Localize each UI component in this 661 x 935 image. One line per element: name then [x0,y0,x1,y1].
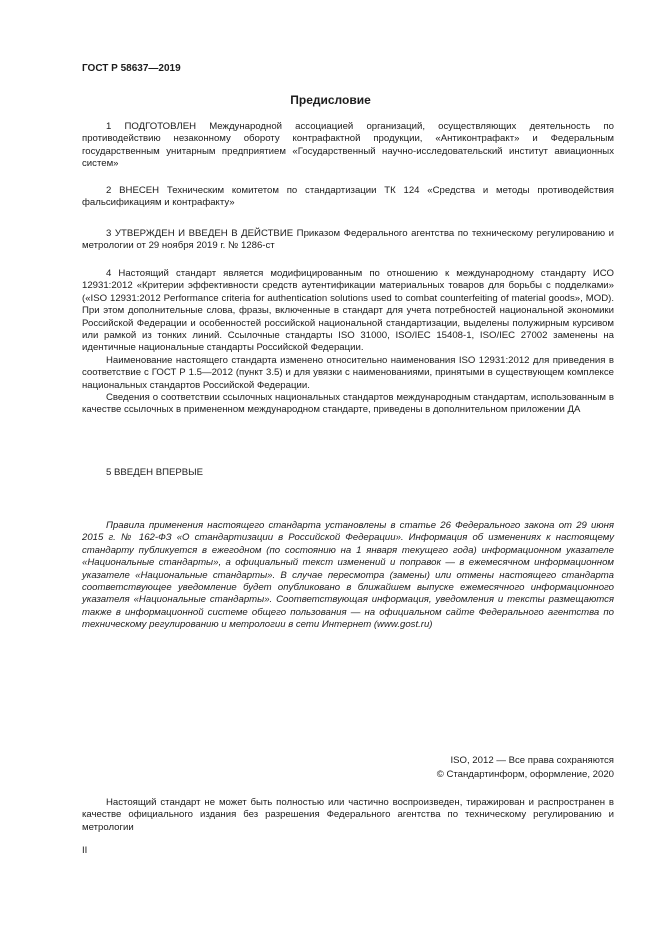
copyright-block [437,754,614,782]
standartinform-copyright: © Стандартинформ, оформление, 2020 [436,769,614,780]
section-2 [82,185,614,210]
page-number: II [82,845,88,856]
section-4-paragraph-2: Наименование настоящего стандарта изменено относительно наименования ISO 12931:2012 для приведения в соответствие с ГОСТ Р 1.5—2012 (пункт 3.5) и для увязки с наименованиями, принятыми в существующем комплексе национальных стандартов Российской Федерации. [82,354,614,391]
reproduction-note [82,797,614,834]
section-4-paragraph-1: 4 Настоящий стандарт является модифицированным по отношению к международному стандарту ИСО 12931:2012 «Критерии эффективности средств аутентификации материальных товаров для борьбы с подделками» («ISO 12931:2012 Performance criteria for authentication solutions used to combat counterfeiting of material goods», MOD). При этом дополнительные слова, фразы, включенные в стандарт для учета потребностей национальной экономики Российской Федерации и особенностей российской национальной стандартизации, выделены полужирным курсивом или рамкой из тонких линий. Ссылочные стандарты ISO 31000, ISO/IEC 15408-1, ISO/IEC 27002 заменены на идентичные национальные стандарты Российской Федерации. [82,268,614,354]
reproduction-note-text: Настоящий стандарт не может быть полностью или частично воспроизведен, тиражирован и распространен в качестве официального издания без разрешения Федерального агентства по техническому регулированию и метрологии [82,797,614,833]
section-1-text: 1 ПОДГОТОВЛЕН Международной ассоциацией организаций, осуществляющих деятельность по противодействию незаконному обороту контрафактной продукции, «Антиконтрафакт» и Федеральным государственным унитарным предприятием «Государственный научно-исследовательский институт авиационных систем» [82,121,614,170]
section-4-paragraph-3: Сведения о соответствии ссылочных национальных стандартов международным стандартам, использованным в качестве ссылочных в примененном международном стандарте, приведены в дополнительном приложении ДА [82,392,614,416]
iso-copyright: ISO, 2012 — Все права сохраняются [450,755,614,766]
section-2-text: 2 ВНЕСЕН Техническим комитетом по стандартизации ТК 124 «Средства и методы противодействия фальсификациям и контрафакту» [82,185,614,209]
document-id-header: ГОСТ Р 58637—2019 [82,63,181,74]
section-1 [82,121,614,171]
section-4 [82,268,614,417]
page-title: Предисловие [290,93,371,107]
section-5-text: 5 ВВЕДЕН ВПЕРВЫЕ [106,467,204,478]
rules-note [82,520,614,632]
section-3 [82,228,614,253]
section-3-text: 3 УТВЕРЖДЕН И ВВЕДЕН В ДЕЙСТВИЕ Приказом Федерального агентства по техническому регулированию и метрологии от 29 ноября 2019 г. № 1286-ст [82,228,614,252]
section-5 [82,467,614,479]
rules-note-text: Правила применения настоящего стандарта установлены в статье 26 Федерального закона от 29 июня 2015 г. № 162-ФЗ «О стандартизации в Российской Федерации». Информация об изменениях к настоящему стандарту публикуется в ежегодном (по состоянию на 1 января текущего года) информационном указателе «Национальные стандарты», а официальный текст изменений и поправок — в ежемесячном информационном указателе «Национальные стандарты». В случае пересмотра (замены) или отмены настоящего стандарта соответствующее уведомление будет опубликовано в ближайшем выпуске ежемесячного информационного указателя «Национальные стандарты». Соответствующая информация, уведомления и тексты размещаются также в информационной системе общего пользования — на официальном сайте Федерального агентства по техническому регулированию и метрологии в сети Интернет (www.gost.ru) [82,520,614,631]
